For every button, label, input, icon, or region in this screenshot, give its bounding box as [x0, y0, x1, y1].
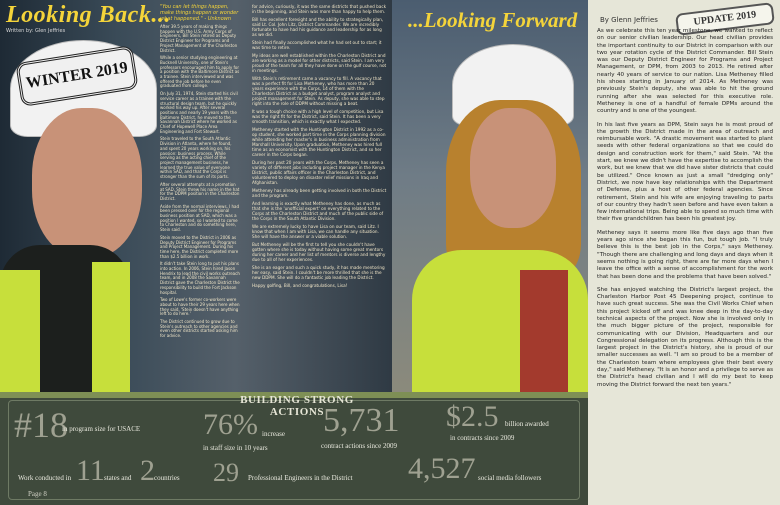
article-paragraph: Bill has excellent foresight and the ability to strategically plan, said Lt. Col. John Litz, District Commander. We are incredibly fortunate to have had his guidance and leadership for as long as we did.: [252, 17, 384, 37]
stat-states: 11: [76, 454, 105, 487]
stat-countries: 2: [140, 454, 155, 487]
winter-stamp: WINTER 2019: [15, 45, 138, 107]
update-article: [597, 28, 773, 500]
article-paragraph: While a senior studying engineering at Bucknell University, one of Stein's professors encouraged him to apply for a position with the Baltimore District as a trainee. Stein interviewed and was offered the job before he even graduated from college.: [160, 55, 240, 89]
man-face: [32, 108, 142, 258]
woman-shirt: [520, 270, 568, 392]
stat-program-rank: #18: [14, 405, 68, 445]
stat-work-prefix: Work conducted in: [18, 474, 72, 482]
stat-countries-label: countries: [154, 474, 180, 482]
stat-states-label: states and: [104, 474, 132, 482]
stat-contracts-awarded-sublabel: in contracts since 2009: [450, 434, 515, 442]
article-paragraph: On July 31, 1974, Stein started his civil service career as a trainee with the structural design team, but he quickly worked his way up. After several positions and nearly 19 years with the Baltimore District, he moved to the Savannah District where he worked as Chief of Hopewell Place Area Engineering and Fort Stewart.: [160, 91, 238, 134]
article-paragraph: With Stein's retirement came a vacancy to fill. A vacancy that was a perfect fit for Lisa Metheney, who has more than 20 years experience with the Corps, 14 of them with the Charleston District as a budget analyst, program analyst and project management for Stein. As deputy, she was able to step right into the role of DDPM without missing a beat.: [252, 76, 385, 106]
update-paragraph: She has enjoyed watching the District's largest project, the Charleston Harbor Post 45 Deepening project, continue to have such great success. She was the Civil Works Chief when this project kicked off and was knee deep in the day-to-day technical aspects of the project. Now she is involved only in the much bigger picture of the project, responsible for communicating with our Division, Headquarters and our Congressional delegation on its progress. Although this is the largest project in the District's history, she is proud of our smaller successes as well. "I am so proud to be a member of the Charleston team where employees give their best every day," said Metheney. "It is an honor and a privilege to serve as the District's head civilian and I will do my best to keep moving the District forward the next ten years.": [597, 286, 773, 388]
update-2019-badge: UPDATE 2019: [675, 2, 775, 36]
article-paragraph: My ideas are well established within the Charleston District and are working as a model for other districts, said Stein. I am very proud of the team for all they have done on the gulf course, not in meetings.: [252, 53, 387, 73]
stat-staff-increase-label: increase: [262, 430, 285, 438]
update-paragraph: In his last five years as DPM, Stein says he is most proud of the growth the District made in the area of outreach and reimbursable work. "A drastic movement was started to plant seeds with other federal organizations so that we could do design and construction work for them," said Stein. "At the start, we knew we didn't have the expertise to accomplish the work, but we knew that we did have sister districts that could be utilized." Once known as just a small "dredging only" District, we now have key relationships with the Department of Defense, plus a host of other federal agencies. Since retirement, Stein and his wife are enjoying traveling to parts of our country they hadn't seen before and have even taken a few international trips. Being able to spend so much time with their five grandchildren has been his greatest joy.: [597, 121, 773, 223]
article-paragraph: It didn't take Stein long to put his plans into action. In 2006, Stein hired Jason Hendrix to lead the civil works outreach team, and in 2008 the Savannah District gave the Charleston District the responsibility to build the Fort Jackson hospital.: [160, 261, 240, 295]
stat-engineers: 29: [213, 458, 239, 487]
article-paragraph: She is an eager and such a quick study, it has made mentoring her easy, said Stein. I couldn't be more thrilled that she is the new DDPM. She will do a fantastic job leading the District.: [252, 265, 385, 280]
stat-engineers-label: Professional Engineers in the District: [248, 474, 353, 482]
article-paragraph: Aside from the normal interviews, I had been pressed over for the regional business position at SAD, which was a position I wanted, so I wanted to come to Charleston and do something here, Stein said.: [160, 203, 240, 233]
left-byline: Written by: Glen Jeffries: [6, 28, 66, 34]
stat-staff-increase: 76%: [203, 408, 258, 441]
article-paragraph: But Metheney will be the first to tell you she couldn't have gotten where she is today without having some great mentors during her career and her list of mentors is diverse and lengthy due to all of her experiences.: [252, 242, 386, 262]
stat-contracts-awarded-label: billion awarded: [505, 420, 549, 428]
looking-forward-title: ...Looking Forward: [408, 8, 578, 32]
update-paragraph: Metheney says it seems more like five days ago than five years ago since she began this fun, but tough job. "I truly believe this is the best job in the Corps," says Metheney. "Though there are challenging and long days and days when it seems nothing is going right, there are far more days when I leave the office with a sense of accomplishment for the work that has been done and the problems that have been solved.": [597, 229, 773, 280]
article-paragraph: After several attempts at a promotion at SAD, Stein threw his name in the hat for the DDPM position in the Charleston District.: [160, 181, 240, 201]
woman-face: [470, 108, 556, 228]
article-paragraph: Stein traveled to the South Atlantic Division in Atlanta, where he found, and spent 20 years working on, his passion: business process. While serving as the acting chief of the project management business, he learned the true value of everyone within SAD, and that the Corps is stronger than the sum of its parts.: [160, 136, 232, 180]
article-paragraph: During her past 20 years with the Corps, Metheney has seen a variety of different jobs including project manager in the Kenya District, public affairs officer in the Charleston District, and volunteered to deploy on disaster relief missions in Iraq and Afghanistan.: [252, 160, 385, 185]
stats-title: BUILDING STRONG ACTIONS: [240, 394, 354, 418]
article-paragraph: for advice, curiously, it was the same districts that pushed back in the beginning, and Stein was more than happy to help them.: [252, 4, 387, 14]
stat-contract-actions-label: contract actions since 2009: [321, 442, 398, 450]
article-paragraph: After 39.5 years of making things happen with the U.S. Army Corps of Engineers, Bill Stein retired as Deputy District Engineer for Programs and Project Management of the Charleston District.: [160, 24, 238, 53]
article-column-1: [160, 4, 240, 389]
man-safety-vest-right: [92, 262, 130, 392]
article-paragraph: Stein had finally accomplished what he had set out to start; it was time to retire.: [252, 40, 382, 50]
article-paragraph: Metheney has already been getting involved in both the District and the program.: [252, 188, 387, 198]
article-column-2: [252, 4, 387, 389]
looking-back-title: Looking Back...: [6, 2, 171, 28]
article-paragraph: We are extremely lucky to have Lisa on our team, said Litz. I know that when I am with Lisa, we can handle any situation. She will have the answer or a viable solution.: [252, 224, 379, 239]
right-byline: By Glenn Jeffries: [600, 16, 658, 24]
stat-program-rank-label: in program size for USACE: [62, 425, 141, 433]
man-safety-vest: [0, 270, 40, 392]
article-paragraph: Metheney started with the Huntington District in 1992 as a co-op student, she worked part time in the Corps planning division while attending her master's in business administration from Marshall University. Upon graduation, Metheney was hired full time as an economist with the Huntington District, and so her career in the Corps began.: [252, 127, 386, 157]
stat-contract-actions: 5,731: [323, 402, 400, 439]
article-paragraph: Happy golfing, Bill, and congratulations, Lisa!: [252, 283, 348, 288]
stat-social-followers: 4,527: [408, 452, 476, 485]
stat-social-followers-label: social media followers: [478, 474, 542, 482]
article-paragraph: Two of Lowe's former co-workers were about to have their 29 years here when they said, 'Stein doesn't have anything left to do here.': [160, 297, 240, 317]
update-paragraph: As we celebrate this ten year milestone, we wanted to reflect on our senior civilian leadership. Our head civilian provides the important continuity to our District in comparison with our two year rotation cycle of the District Commander. Bill Stein was our Deputy District Engineer for Programs and Project Management, or DPM, from 2003 to 2013. He retired after nearly 40 years of service to our nation. Lisa Metheney filled his shoes starting in January of 2014. As Metheney was previously Stein's deputy, she was able to hit the ground running after she was selected for this executive role. Metheney is one of a handful of female DPMs around the country and is one of the youngest.: [597, 28, 773, 115]
page-number: Page 8: [28, 490, 47, 498]
article-lead-quote: "You can let things happen, make things happen or wonder what happened." - Unknown: [160, 4, 239, 22]
stat-contracts-awarded: $2.5: [446, 400, 499, 433]
article-paragraph: And learning is exactly what Metheney has done, as much as that she is the 'unofficial expert' on everything related to the Corps at the Charleston District and much of the public side of the Corps in the South Atlantic Division.: [252, 201, 384, 221]
right-photo-page: [392, 0, 588, 392]
stat-staff-increase-sublabel: in staff size in 10 years: [203, 444, 268, 452]
article-paragraph: Stein moved to the District in 2006 as Deputy District Engineer for Programs and Project Management. During his time here, the District completed more than $2.5 billion in work.: [160, 234, 239, 259]
article-paragraph: The District continued to grow due to Stein's outreach to other agencies and even other districts started asking him for advice.: [160, 319, 238, 339]
article-paragraph: It was a tough choice with a high level of competition, but Lisa was the right fit for the District, said Stein. It has been a very smooth transition, which is exactly what I expected.: [252, 109, 384, 124]
